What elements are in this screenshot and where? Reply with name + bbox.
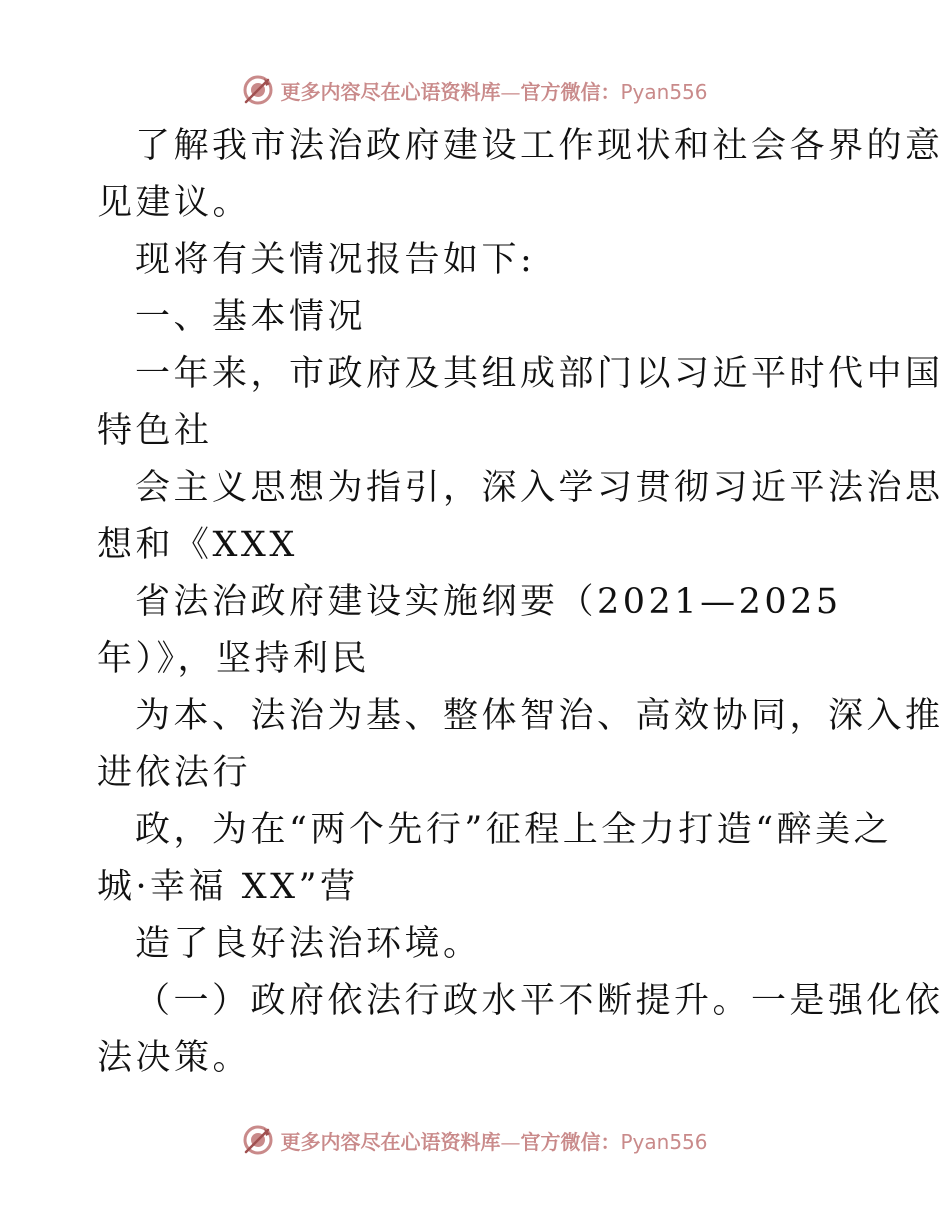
banner-wechat-label: 官方微信： [520, 1129, 621, 1154]
paragraph-line: 造了良好法治环境。 [135, 924, 482, 964]
paragraph-line: 进依法行 [97, 753, 252, 793]
banner-separator: — [500, 79, 521, 104]
paragraph-line: 现将有关情况报告如下: [135, 240, 536, 280]
paragraph-line: 特色社 [97, 411, 213, 451]
banner-wechat-id: Pyan556 [620, 1129, 708, 1154]
document-body [97, 118, 944, 1087]
paragraph-line: 想和《XXX [97, 525, 298, 565]
banner-text [280, 76, 707, 105]
banner-text [280, 1126, 707, 1155]
banner-wechat-id: Pyan556 [620, 79, 708, 104]
paragraph-line: 为本、法治为基、整体智治、高效协同，深入推 [135, 696, 944, 736]
quill-logo-icon [242, 74, 274, 106]
banner-title: 更多内容尽在心语资料库 [280, 1129, 501, 1154]
footer-watermark-banner [0, 1120, 950, 1160]
banner-title: 更多内容尽在心语资料库 [280, 79, 501, 104]
paragraph-line: 法决策。 [97, 1038, 252, 1078]
paragraph-line: 会主义思想为指引，深入学习贯彻习近平法治思 [135, 468, 944, 508]
paragraph-line: 省法治政府建设实施纲要（2021—2025 [135, 582, 842, 622]
paragraph-line: 见建议。 [97, 183, 252, 223]
paragraph-line: 一年来，市政府及其组成部门以习近平时代中国 [135, 354, 944, 394]
paragraph-line: （一）政府依法行政水平不断提升。一是强化依 [135, 981, 944, 1021]
paragraph-line: 了解我市法治政府建设工作现状和社会各界的意 [135, 126, 944, 166]
paragraph-line: 城·幸福 XX”营 [97, 867, 359, 907]
header-watermark-banner [0, 70, 950, 110]
banner-wechat-label: 官方微信： [520, 79, 621, 104]
paragraph-line: 年）》，坚持利民 [97, 639, 371, 679]
banner-separator: — [500, 1129, 521, 1154]
paragraph-line: 政，为在“两个先行”征程上全力打造“醉美之 [135, 810, 893, 850]
section-heading: 一、基本情况 [135, 297, 367, 337]
quill-logo-icon [242, 1124, 274, 1156]
